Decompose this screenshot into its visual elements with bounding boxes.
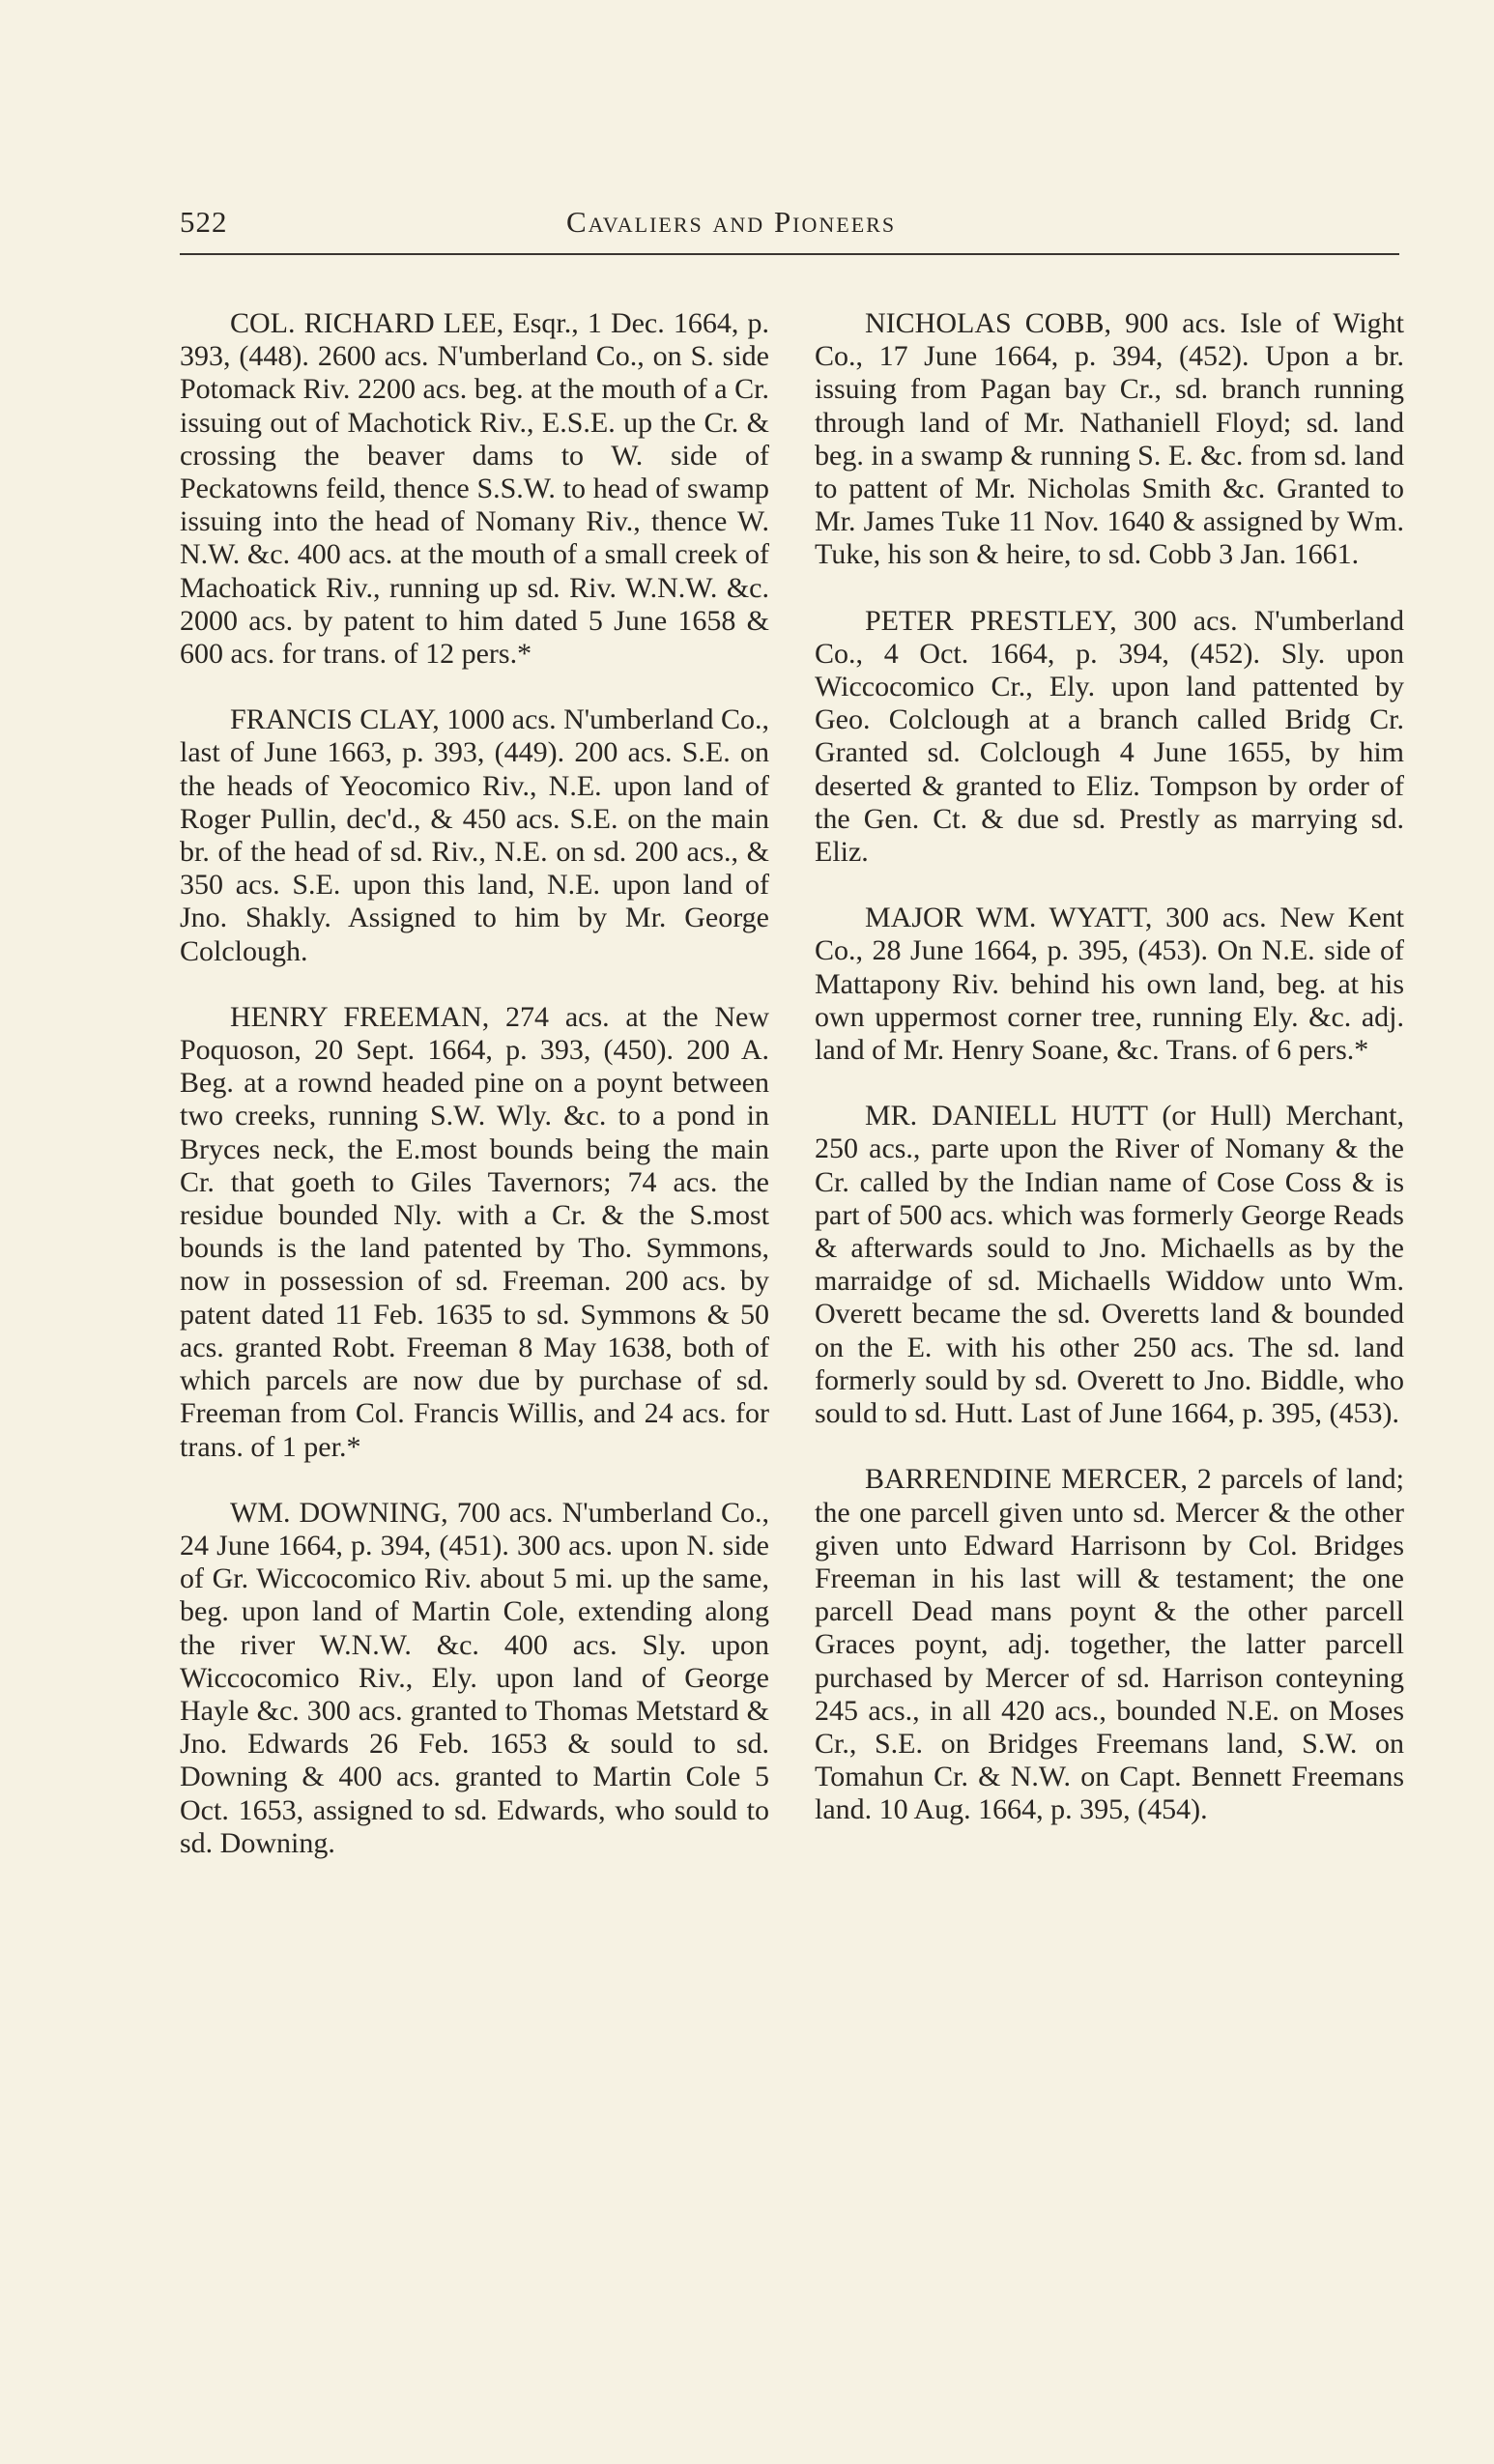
land-grant-entry: PETER PRESTLEY, 300 acs. N'umberland Co., 4 Oct. 1664, p. 394, (452). Sly. upon Wiccocomico Cr., Ely. upon land pattented by Geo. Colclough at a branch called Bridg Cr. Granted sd. Colclough 4 June 1655, by him deserted & granted to Eliz. Tompson by order of the Gen. Ct. & due sd. Prestly as marrying sd. Eliz.	[815, 604, 1404, 869]
land-grant-entry: NICHOLAS COBB, 900 acs. Isle of Wight Co., 17 June 1664, p. 394, (452). Upon a br. issuing from Pagan bay Cr., sd. branch running through land of Mr. Nathaniell Floyd; sd. land beg. in a swamp & running S. E. &c. from sd. land to pattent of Mr. Nicholas Smith &c. Granted to Mr. James Tuke 11 Nov. 1640 & assigned by Wm. Tuke, his son & heire, to sd. Cobb 3 Jan. 1661.	[815, 307, 1404, 571]
land-grant-entry: FRANCIS CLAY, 1000 acs. N'umberland Co., last of June 1663, p. 393, (449). 200 acs. S.E. on the heads of Yeocomico Riv., N.E. upon land of Roger Pullin, dec'd., & 450 acs. S.E. on the main br. of the head of sd. Riv., N.E. on sd. 200 acs., & 350 acs. S.E. upon this land, N.E. upon land of Jno. Shakly. Assigned to him by Mr. George Colclough.	[180, 703, 769, 967]
page-header	[180, 205, 1399, 255]
land-grant-entry: COL. RICHARD LEE, Esqr., 1 Dec. 1664, p. 393, (448). 2600 acs. N'umberland Co., on S. side Potomack Riv. 2200 acs. beg. at the mouth of a Cr. issuing out of Machotick Riv., E.S.E. up the Cr. & crossing the beaver dams to W. side of Peckatowns feild, thence S.S.W. to head of swamp issuing into the head of Nomany Riv., thence W. N.W. &c. 400 acs. at the mouth of a small creek of Machoatick Riv., running up sd. Riv. W.N.W. &c. 2000 acs. by patent to him dated 5 June 1658 & 600 acs. for trans. of 12 pers.*	[180, 307, 769, 671]
land-grant-entry: WM. DOWNING, 700 acs. N'umberland Co., 24 June 1664, p. 394, (451). 300 acs. upon N. side of Gr. Wiccocomico Riv. about 5 mi. up the same, beg. upon land of Martin Cole, extending along the river W.N.W. &c. 400 acs. Sly. upon Wiccocomico Riv., Ely. upon land of George Hayle &c. 300 acs. granted to Thomas Metstard & Jno. Edwards 26 Feb. 1653 & sould to sd. Downing & 400 acs. granted to Martin Cole 5 Oct. 1653, assigned to sd. Edwards, who sould to sd. Downing.	[180, 1496, 769, 1859]
right-column	[815, 307, 1404, 1860]
land-grant-entry: HENRY FREEMAN, 274 acs. at the New Poquoson, 20 Sept. 1664, p. 393, (450). 200 A. Beg. at a rownd headed pine on a poynt between two creeks, running S.W. Wly. &c. to a pond in Bryces neck, the E.most bounds being the main Cr. that goeth to Giles Tavernors; 74 acs. the residue bounded Nly. with a Cr. & the S.most bounds is the land patented by Tho. Symmons, now in possession of sd. Freeman. 200 acs. by patent dated 11 Feb. 1635 to sd. Symmons & 50 acs. granted Robt. Freeman 8 May 1638, both of which parcels are now due by purchase of sd. Freeman from Col. Francis Willis, and 24 acs. for trans. of 1 per.*	[180, 1000, 769, 1463]
left-column	[180, 307, 769, 1893]
running-title: Cavaliers and Pioneers	[566, 205, 897, 239]
land-grant-entry: MAJOR WM. WYATT, 300 acs. New Kent Co., 28 June 1664, p. 395, (453). On N.E. side of Mattapony Riv. behind his own land, beg. at his own uppermost corner tree, running Ely. &c. adj. land of Mr. Henry Soane, &c. Trans. of 6 pers.*	[815, 902, 1404, 1067]
land-grant-entry: MR. DANIELL HUTT (or Hull) Merchant, 250 acs., parte upon the River of Nomany & the Cr. called by the Indian name of Cose Coss & is part of 500 acs. which was formerly George Reads & afterwards sould to Jno. Michaells as by the marraidge of sd. Michaells Widdow unto Wm. Overett became the sd. Overetts land & bounded on the E. with his other 250 acs. The sd. land formerly sould by sd. Overett to Jno. Biddle, who sould to sd. Hutt. Last of June 1664, p. 395, (453).	[815, 1100, 1404, 1430]
land-grant-entry: BARRENDINE MERCER, 2 parcels of land; the one parcell given unto sd. Mercer & the other given unto Edward Harrisonn by Col. Bridges Freeman in his last will & testament; the one parcell Dead mans poynt & the other parcell Graces poynt, adj. together, the latter parcell purchased by Mercer of sd. Harrison conteyning 245 acs., in all 420 acs., bounded N.E. on Moses Cr., S.E. on Bridges Freemans land, S.W. on Tomahun Cr. & N.W. on Capt. Bennett Freemans land. 10 Aug. 1664, p. 395, (454).	[815, 1463, 1404, 1826]
page-number: 522	[180, 205, 228, 239]
